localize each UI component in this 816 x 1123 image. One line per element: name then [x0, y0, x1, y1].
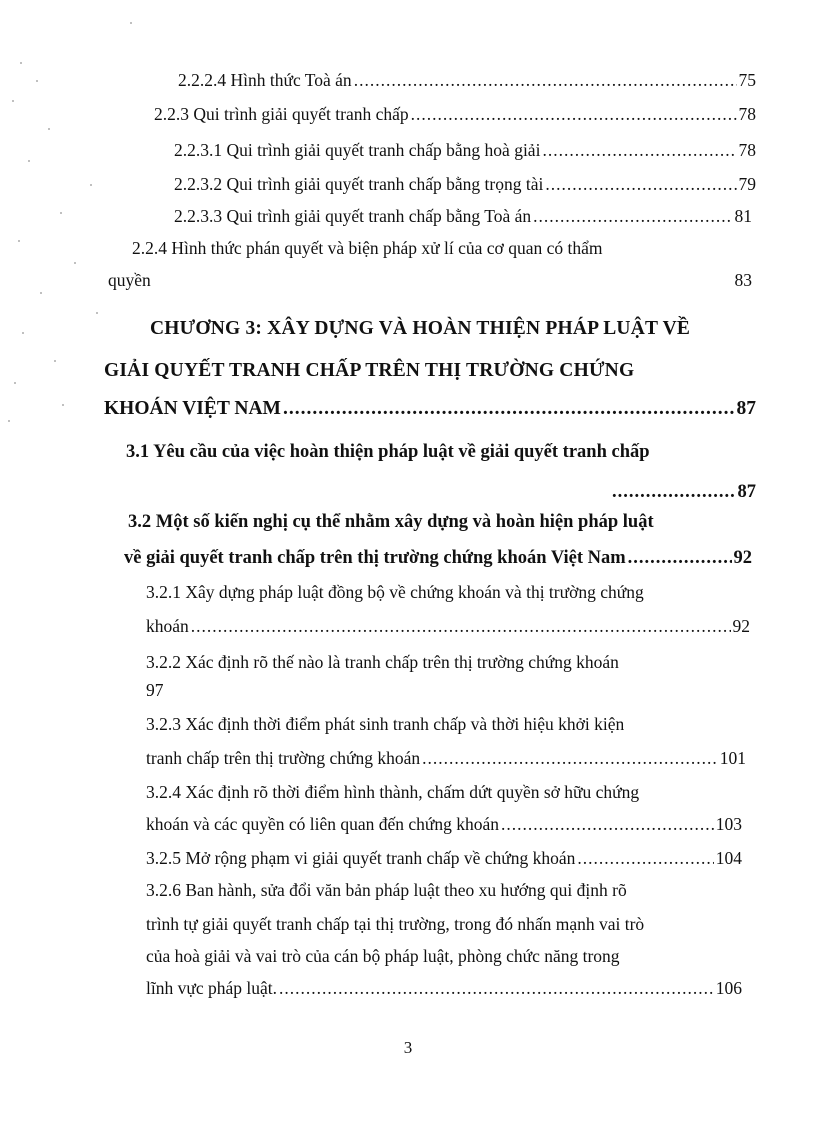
page-number: 3: [403, 1038, 413, 1057]
toc-page-number: 103: [715, 814, 742, 834]
dot-leader: [533, 206, 732, 227]
toc-entry-title-line1: 3.2.2 Xác định rõ thế nào là tranh chấp trên thị trường chứng khoán: [146, 652, 619, 672]
toc-entry-title-line1: 3.2 Một số kiến nghị cụ thể nhằm xây dựng và hoàn hiện pháp luật: [128, 512, 654, 532]
toc-entry-title-line2: [108, 270, 752, 291]
dot-leader: [279, 978, 714, 999]
toc-entry-title: khoán và các quyền có liên quan đến chứng khoán: [146, 814, 500, 834]
dot-leader: [545, 174, 736, 195]
toc-page-number: 87: [736, 398, 756, 419]
toc-page-number: 81: [734, 206, 752, 226]
toc-entry-title-line2: [124, 548, 752, 569]
toc-entry-title-line1: 3.2.1 Xây dựng pháp luật đồng bộ về chứng khoán và thị trường chứng: [146, 582, 644, 602]
dot-leader: [628, 548, 732, 569]
chapter-title-line1: CHƯƠNG 3: XÂY DỰNG VÀ HOÀN THIỆN PHÁP LUẬT VỀ: [150, 318, 691, 339]
toc-entry-title: 2.2.2.4 Hình thức Toà án: [178, 70, 352, 90]
toc-entry-title-line2: [146, 814, 742, 835]
toc-entry-title-line2: [146, 748, 746, 769]
toc-entry-title: 2.2.3.1 Qui trình giải quyết tranh chấp bằng hoà giải: [174, 140, 541, 160]
toc-page-number: 97: [146, 680, 164, 700]
toc-page-number: 79: [738, 174, 756, 194]
toc-entry-title: khoán: [146, 616, 189, 636]
toc-entry-title: lĩnh vực pháp luật.: [146, 978, 277, 998]
toc-page-number: 87: [737, 482, 756, 502]
chapter-title-line2: GIẢI QUYẾT TRANH CHẤP TRÊN THỊ TRƯỜNG CHỨNG: [104, 360, 635, 381]
toc-page-number: 92: [733, 548, 752, 568]
toc-entry-title: về giải quyết tranh chấp trên thị trường chứng khoán Việt Nam: [124, 548, 626, 568]
dot-leader: [542, 140, 736, 161]
toc-entry-title: 2.2.3.2 Qui trình giải quyết tranh chấp bằng trọng tài: [174, 174, 544, 194]
dot-leader: [354, 70, 737, 91]
toc-entry-title-line1: 3.1 Yêu cầu của việc hoàn thiện pháp luật về giải quyết tranh chấp: [126, 442, 650, 462]
dot-leader: [612, 482, 736, 503]
toc-entry-title-line1: 2.2.4 Hình thức phán quyết và biện pháp xử lí của cơ quan có thẩm: [132, 238, 603, 258]
toc-entry-title-line4: [146, 978, 742, 999]
toc-entry-title: 3.2.5 Mở rộng phạm vi giải quyết tranh chấp về chứng khoán: [146, 848, 576, 868]
toc-page-number: 104: [715, 848, 742, 868]
chapter-title-line3: [104, 398, 756, 420]
toc-page-number: 92: [732, 616, 750, 636]
dot-leader: [283, 398, 735, 420]
dot-leader: [577, 848, 713, 869]
toc-entry-2-2-3-2[interactable]: [174, 174, 756, 195]
toc-entry-2-2-3-1[interactable]: [174, 140, 756, 161]
toc-entry-leader-line: [612, 482, 756, 503]
toc-entry-title: 2.2.3.3 Qui trình giải quyết tranh chấp bằng Toà án: [174, 206, 532, 226]
toc-page-number: 106: [715, 978, 742, 998]
toc-entry-title-line1: 3.2.3 Xác định thời điểm phát sinh tranh chấp và thời hiệu khởi kiện: [146, 714, 625, 734]
toc-page-number: 83: [734, 270, 752, 290]
toc-page-number: 101: [719, 748, 746, 768]
toc-entry-title-line2: trình tự giải quyết tranh chấp tại thị trường, trong đó nhấn mạnh vai trò: [146, 914, 645, 934]
toc-entry-title-line2: [146, 616, 750, 637]
toc-entry-2-2-3[interactable]: [154, 104, 756, 125]
toc-entry-title: quyền: [108, 270, 151, 290]
toc-entry-title-line3: của hoà giải và vai trò của cán bộ pháp luật, phòng chức năng trong: [146, 946, 620, 966]
toc-entry-2-2-3-3[interactable]: [174, 206, 752, 227]
toc-entry-title: KHOÁN VIỆT NAM: [104, 398, 281, 419]
dot-leader: [191, 616, 731, 637]
dot-leader: [411, 104, 737, 125]
toc-entry-title: tranh chấp trên thị trường chứng khoán: [146, 748, 421, 768]
toc-entry-title-line1: 3.2.4 Xác định rõ thời điểm hình thành, chấm dứt quyền sở hữu chứng: [146, 782, 640, 802]
toc-entry-3-2-5[interactable]: [146, 848, 742, 869]
toc-entry-2-2-2-4[interactable]: [178, 70, 756, 91]
dot-leader: [422, 748, 718, 769]
toc-page-number: 78: [738, 104, 756, 124]
toc-entry-title: 2.2.3 Qui trình giải quyết tranh chấp: [154, 104, 409, 124]
toc-entry-title-line1: 3.2.6 Ban hành, sửa đổi văn bản pháp luật theo xu hướng qui định rõ: [146, 880, 627, 900]
dot-leader: [501, 814, 714, 835]
toc-page-number: 75: [738, 70, 756, 90]
toc-page-number: 78: [738, 140, 756, 160]
